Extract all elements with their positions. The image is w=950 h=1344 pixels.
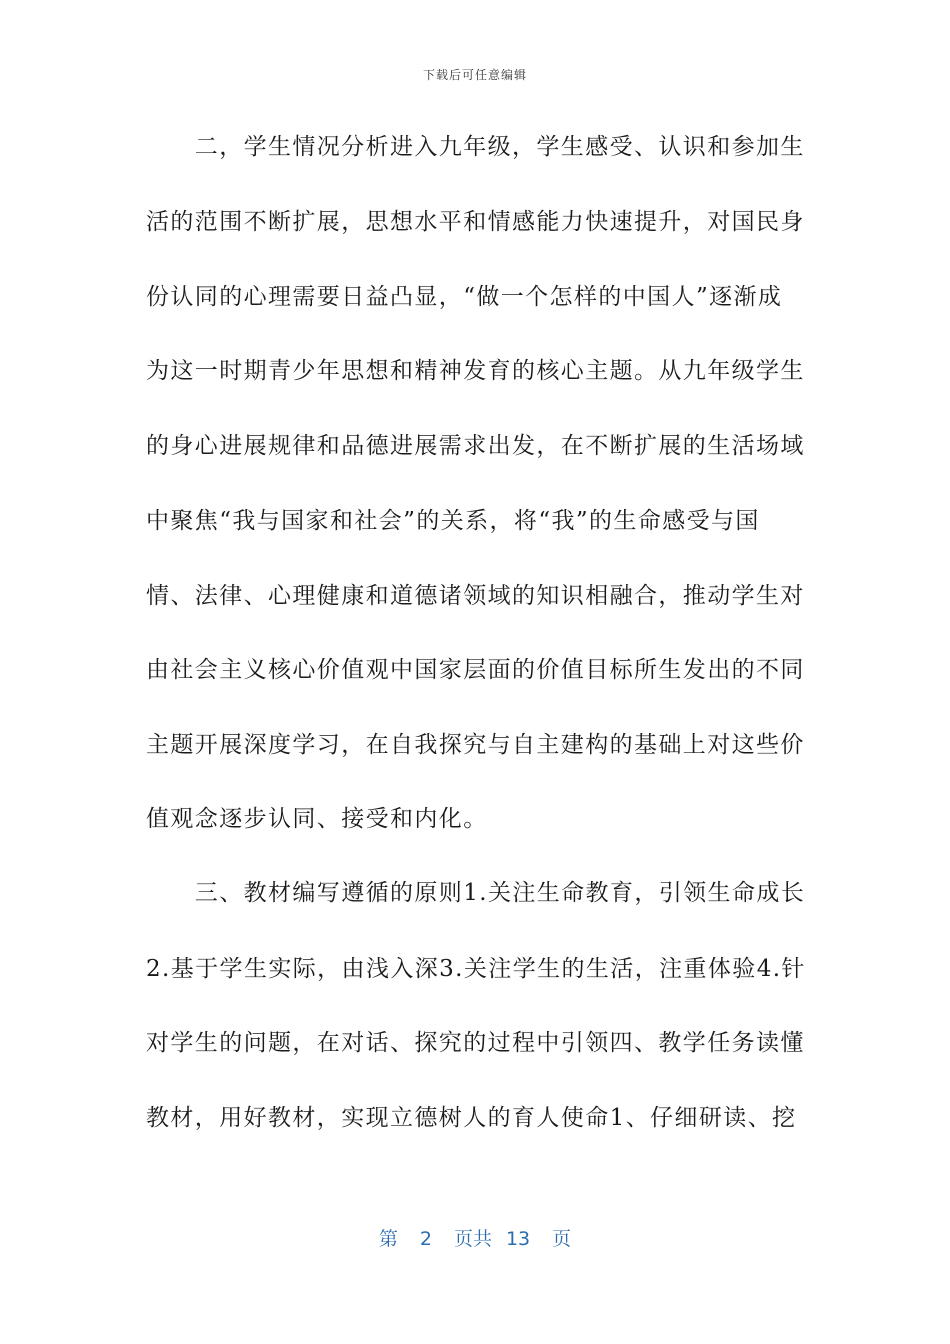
paragraph-line: 份认同的心理需要日益凸显，“做一个怎样的中国人”逐渐成 (146, 284, 783, 310)
page-label-suffix: 页 (552, 1228, 572, 1250)
paragraph-line: 二，学生情况分析进入九年级，学生感受、认识和参加生 (146, 134, 805, 160)
paragraph-line: 2.基于学生实际，由浅入深3.关注学生的生活，注重体验4.针 (146, 956, 806, 982)
paragraph-line: 主题开展深度学习，在自我探究与自主建构的基础上对这些价 (146, 732, 805, 758)
header-note: 下载后可任意编辑 (422, 68, 527, 82)
paragraph-line: 为这一时期青少年思想和精神发育的核心主题。从九年级学生 (146, 358, 805, 384)
paragraph-line: 活的范围不断扩展，思想水平和情感能力快速提升，对国民身 (146, 209, 805, 235)
paragraph-line: 值观念逐步认同、接受和内化。 (146, 806, 488, 832)
page-label-mid: 页共 (453, 1228, 492, 1250)
paragraph-line: 中聚焦“我与国家和社会”的关系，将“我”的生命感受与国 (146, 508, 760, 534)
page-label-prefix: 第 (378, 1228, 398, 1250)
page-number-footer (0, 1226, 950, 1252)
paragraph-line: 三、教材编写遵循的原则1.关注生命教育，引领生命成长 (146, 880, 806, 906)
paragraph-line: 由社会主义核心价值观中国家层面的价值目标所生发出的不同 (146, 657, 805, 683)
paragraph-line: 教材，用好教材，实现立德树人的育人使命1、仔细研读、挖 (146, 1105, 797, 1131)
current-page-number: 2 (419, 1228, 432, 1250)
paragraph-line: 情、法律、心理健康和道德诸领域的知识相融合，推动学生对 (146, 583, 805, 609)
paragraph-line: 对学生的问题，在对话、探究的过程中引领四、教学任务读懂 (146, 1030, 805, 1056)
total-pages-number: 13 (505, 1228, 531, 1250)
paragraph-line: 的身心进展规律和品德进展需求出发，在不断扩展的生活场域 (146, 433, 805, 459)
